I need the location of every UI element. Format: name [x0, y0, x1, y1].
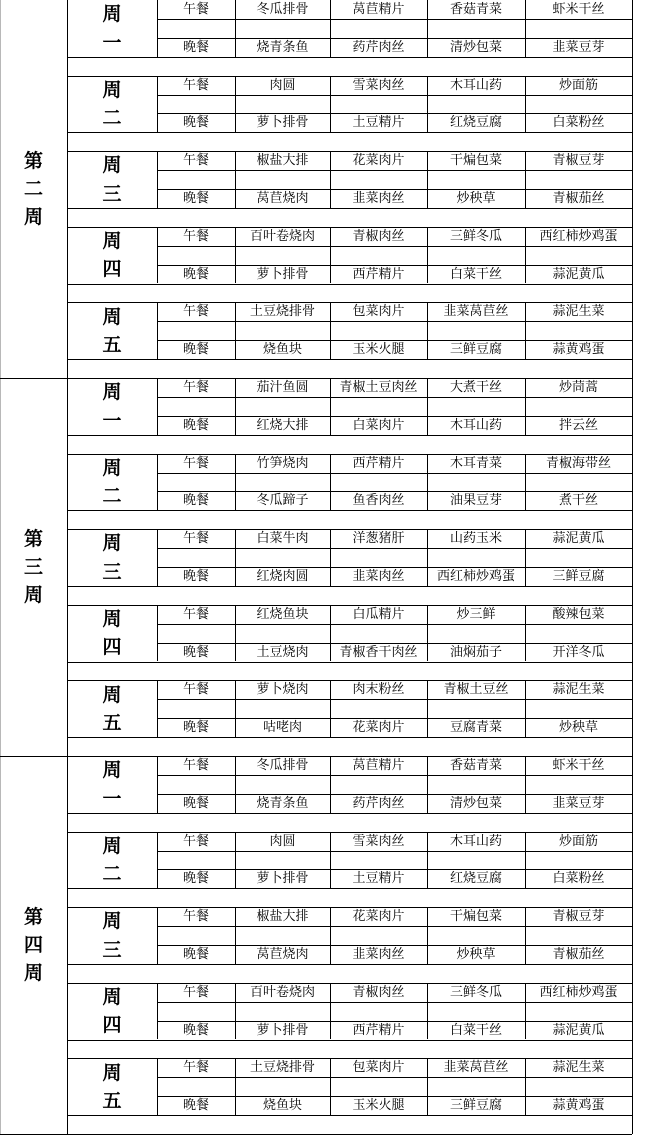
day-label-char: 五: [102, 711, 122, 734]
row-line: [67, 662, 632, 663]
row-line: [157, 699, 632, 700]
meal-label-lunch: 午餐: [182, 757, 209, 773]
meal-label-lunch: 午餐: [182, 984, 209, 1000]
week-label-char: 四: [23, 934, 43, 956]
dish-cell: 西芹精片: [352, 266, 405, 282]
dish-cell: 青椒豆芽: [552, 909, 605, 925]
row-line: [67, 813, 632, 814]
meal-label-lunch: 午餐: [182, 304, 209, 320]
dish-cell: 花菜肉片: [352, 720, 405, 736]
dish-cell: 韭菜肉丝: [352, 568, 405, 584]
dish-cell: 三鲜豆腐: [552, 568, 605, 584]
dish-cell: 莴苣精片: [352, 757, 405, 773]
dish-cell: 白菜粉丝: [552, 115, 605, 131]
week-label-char: 周: [23, 584, 43, 606]
day-label-char: 三: [102, 938, 122, 961]
week-label-char: 第: [23, 528, 43, 550]
row-line: [157, 95, 632, 96]
row-line: [67, 964, 632, 965]
meal-label-dinner: 晚餐: [182, 190, 209, 206]
dish-cell: 油焖茄子: [449, 644, 502, 660]
dish-cell: 韭菜莴苣丝: [443, 1060, 509, 1076]
day-label-char: 周: [102, 78, 122, 101]
dish-cell: 包菜肉片: [352, 1060, 405, 1076]
dish-cell: 红烧肉圆: [256, 568, 309, 584]
dish-cell: 韭菜豆芽: [552, 795, 605, 811]
row-line: [157, 1077, 632, 1078]
dish-cell: 肉末粉丝: [352, 682, 405, 698]
row-line: [157, 473, 632, 474]
dish-cell: 炒秧草: [558, 720, 598, 736]
dish-cell: 油果豆芽: [449, 493, 502, 509]
week-label-char: 二: [23, 178, 43, 200]
dish-cell: 莴苣烧肉: [256, 946, 309, 962]
dish-cell: 青椒豆芽: [552, 153, 605, 169]
meal-label-lunch: 午餐: [182, 606, 209, 622]
grid-vline: [632, 0, 633, 1134]
dish-cell: 香菇青菜: [449, 757, 502, 773]
dish-cell: 青椒土豆丝: [443, 682, 509, 698]
dish-cell: 竹笋烧肉: [256, 455, 309, 471]
day-label-char: 五: [102, 1089, 122, 1112]
dish-cell: 椒盐大排: [256, 909, 309, 925]
dish-cell: 西红柿炒鸡蛋: [539, 984, 618, 1000]
dish-cell: 白瓜精片: [352, 606, 405, 622]
dish-cell: 白菜干丝: [449, 1022, 502, 1038]
meal-label-lunch: 午餐: [182, 682, 209, 698]
meal-label-lunch: 午餐: [182, 1, 209, 17]
day-label-char: 周: [102, 1061, 122, 1084]
meal-label-dinner: 晚餐: [182, 493, 209, 509]
dish-cell: 药芹肉丝: [352, 39, 405, 55]
dish-cell: 韭菜肉丝: [352, 190, 405, 206]
row-line: [157, 775, 632, 776]
day-label: [67, 378, 157, 435]
row-line: [67, 208, 632, 209]
dish-cell: 木耳青菜: [449, 455, 502, 471]
dish-cell: 蒜泥生菜: [552, 304, 605, 320]
day-label: [67, 529, 157, 586]
week-label-char: 三: [23, 556, 43, 578]
dish-cell: 蒜黄鸡蛋: [552, 342, 605, 358]
dish-cell: 木耳山药: [449, 417, 502, 433]
row-line: [67, 359, 632, 360]
meal-label-dinner: 晚餐: [182, 1098, 209, 1114]
meal-label-dinner: 晚餐: [182, 115, 209, 131]
row-line: [67, 435, 632, 436]
dish-cell: 花菜肉片: [352, 909, 405, 925]
dish-cell: 炒面筋: [558, 77, 598, 93]
row-line: [157, 19, 632, 20]
dish-cell: 烧青条鱼: [256, 795, 309, 811]
row-line: [67, 1115, 632, 1116]
dish-cell: 冬瓜排骨: [256, 757, 309, 773]
dish-cell: 三鲜豆腐: [449, 1098, 502, 1114]
day-label-char: 周: [102, 910, 122, 933]
dish-cell: 香菇青菜: [449, 1, 502, 17]
dish-cell: 红烧豆腐: [449, 871, 502, 887]
week-label: [0, 756, 67, 1134]
day-label-char: 周: [102, 154, 122, 177]
dish-cell: 白菜粉丝: [552, 871, 605, 887]
dish-cell: 蒜泥生菜: [552, 682, 605, 698]
day-label: [67, 983, 157, 1040]
day-label: [67, 151, 157, 208]
dish-cell: 清炒包菜: [449, 39, 502, 55]
day-label: [67, 76, 157, 133]
dish-cell: 红烧豆腐: [449, 115, 502, 131]
dish-cell: 豆腐青菜: [449, 720, 502, 736]
dish-cell: 莴苣精片: [352, 1, 405, 17]
day-label-char: 一: [102, 31, 122, 54]
meal-label-dinner: 晚餐: [182, 417, 209, 433]
dish-cell: 椒盐大排: [256, 153, 309, 169]
meal-label-lunch: 午餐: [182, 153, 209, 169]
meal-label-dinner: 晚餐: [182, 795, 209, 811]
dish-cell: 干煸包菜: [449, 909, 502, 925]
day-label: [67, 756, 157, 813]
meal-label-dinner: 晚餐: [182, 1022, 209, 1038]
week-label-char: 周: [23, 962, 43, 984]
row-line: [157, 851, 632, 852]
day-label-char: 周: [102, 834, 122, 857]
row-line: [157, 926, 632, 927]
day-label-char: 周: [102, 305, 122, 328]
dish-cell: 雪菜肉丝: [352, 77, 405, 93]
dish-cell: 白菜干丝: [449, 266, 502, 282]
meal-label-dinner: 晚餐: [182, 946, 209, 962]
dish-cell: 西芹精片: [352, 455, 405, 471]
week-label-char: 周: [23, 206, 43, 228]
day-label-char: 四: [102, 1014, 122, 1037]
day-label-char: 二: [102, 863, 122, 886]
dish-cell: 青椒土豆肉丝: [339, 379, 418, 395]
dish-cell: 煮干丝: [558, 493, 598, 509]
dish-cell: 萝卜排骨: [256, 266, 309, 282]
dish-cell: 三鲜冬瓜: [449, 228, 502, 244]
dish-cell: 白菜肉片: [352, 417, 405, 433]
dish-cell: 土豆烧肉: [256, 644, 309, 660]
dish-cell: 青椒茄丝: [552, 946, 605, 962]
dish-cell: 莴苣烧肉: [256, 190, 309, 206]
dish-cell: 烧鱼块: [262, 1098, 302, 1114]
dish-cell: 玉米火腿: [352, 1098, 405, 1114]
dish-cell: 炒秧草: [456, 190, 496, 206]
dish-cell: 肉圆: [269, 833, 296, 849]
dish-cell: 冬瓜蹄子: [256, 493, 309, 509]
day-label: [67, 0, 157, 57]
day-label-char: 周: [102, 3, 122, 26]
row-line: [157, 548, 632, 549]
dish-cell: 韭菜肉丝: [352, 946, 405, 962]
day-label-char: 周: [102, 607, 122, 630]
dish-cell: 青椒茄丝: [552, 190, 605, 206]
dish-cell: 冬瓜排骨: [256, 1, 309, 17]
row-line: [67, 888, 632, 889]
dish-cell: 西芹精片: [352, 1022, 405, 1038]
meal-label-lunch: 午餐: [182, 379, 209, 395]
row-line: [67, 132, 632, 133]
dish-cell: 药芹肉丝: [352, 795, 405, 811]
meal-label-dinner: 晚餐: [182, 871, 209, 887]
dish-cell: 木耳山药: [449, 77, 502, 93]
day-label-char: 一: [102, 409, 122, 432]
day-label: [67, 907, 157, 964]
dish-cell: 咕咾肉: [262, 720, 302, 736]
dish-cell: 土豆烧排骨: [249, 304, 315, 320]
day-label-char: 周: [102, 381, 122, 404]
day-label-char: 二: [102, 107, 122, 130]
day-label-char: 周: [102, 683, 122, 706]
day-label-char: 周: [102, 532, 122, 555]
row-line: [67, 1040, 632, 1041]
day-label-char: 二: [102, 485, 122, 508]
meal-label-lunch: 午餐: [182, 531, 209, 547]
dish-cell: 烧鱼块: [262, 342, 302, 358]
day-label: [67, 605, 157, 662]
dish-cell: 红烧大排: [256, 417, 309, 433]
dish-cell: 青椒肉丝: [352, 984, 405, 1000]
dish-cell: 山药玉米: [449, 531, 502, 547]
dish-cell: 萝卜排骨: [256, 871, 309, 887]
dish-cell: 三鲜冬瓜: [449, 984, 502, 1000]
dish-cell: 蒜泥黄瓜: [552, 1022, 605, 1038]
dish-cell: 三鲜豆腐: [449, 342, 502, 358]
dish-cell: 西红柿炒鸡蛋: [436, 568, 515, 584]
dish-cell: 干煸包菜: [449, 153, 502, 169]
meal-label-lunch: 午餐: [182, 1060, 209, 1076]
dish-cell: 洋葱猪肝: [352, 531, 405, 547]
dish-cell: 炒茼蒿: [558, 379, 598, 395]
dish-cell: 花菜肉片: [352, 153, 405, 169]
meal-label-dinner: 晚餐: [182, 644, 209, 660]
meal-label-dinner: 晚餐: [182, 266, 209, 282]
row-line: [67, 586, 632, 587]
row-line: [67, 57, 632, 58]
dish-cell: 青椒海带丝: [545, 455, 611, 471]
dish-cell: 大煮干丝: [449, 379, 502, 395]
dish-cell: 百叶卷烧肉: [249, 228, 315, 244]
dish-cell: 肉圆: [269, 77, 296, 93]
dish-cell: 清炒包菜: [449, 795, 502, 811]
row-line: [157, 1002, 632, 1003]
week-label-char: 第: [23, 906, 43, 928]
day-label: [67, 680, 157, 737]
dish-cell: 鱼香肉丝: [352, 493, 405, 509]
row-line: [157, 624, 632, 625]
dish-cell: 韭菜莴苣丝: [443, 304, 509, 320]
dish-cell: 酸辣包菜: [552, 606, 605, 622]
dish-cell: 萝卜排骨: [256, 1022, 309, 1038]
row-line: [157, 321, 632, 322]
day-label-char: 周: [102, 456, 122, 479]
day-label-char: 五: [102, 333, 122, 356]
dish-cell: 蒜泥生菜: [552, 1060, 605, 1076]
dish-cell: 木耳山药: [449, 833, 502, 849]
dish-cell: 土豆烧排骨: [249, 1060, 315, 1076]
week-label: [0, 378, 67, 756]
dish-cell: 炒秧草: [456, 946, 496, 962]
row-line: [67, 510, 632, 511]
day-label: [67, 1058, 157, 1115]
dish-cell: 炒三鲜: [456, 606, 496, 622]
dish-cell: 开洋冬瓜: [552, 644, 605, 660]
row-line: [157, 170, 632, 171]
row-line: [157, 397, 632, 398]
dish-cell: 包菜肉片: [352, 304, 405, 320]
dish-cell: 拌云丝: [558, 417, 598, 433]
dish-cell: 雪菜肉丝: [352, 833, 405, 849]
week-label: [0, 0, 67, 378]
meal-label-dinner: 晚餐: [182, 720, 209, 736]
day-label: [67, 832, 157, 889]
dish-cell: 白菜牛肉: [256, 531, 309, 547]
day-label-char: 周: [102, 985, 122, 1008]
dish-cell: 萝卜排骨: [256, 115, 309, 131]
day-label-char: 周: [102, 229, 122, 252]
dish-cell: 韭菜豆芽: [552, 39, 605, 55]
row-line: [67, 284, 632, 285]
meal-label-lunch: 午餐: [182, 909, 209, 925]
dish-cell: 虾米干丝: [552, 757, 605, 773]
dish-cell: 虾米干丝: [552, 1, 605, 17]
dish-cell: 土豆精片: [352, 115, 405, 131]
day-label-char: 四: [102, 636, 122, 659]
dish-cell: 烧青条鱼: [256, 39, 309, 55]
day-label-char: 一: [102, 787, 122, 810]
row-line: [67, 737, 632, 738]
dish-cell: 土豆精片: [352, 871, 405, 887]
dish-cell: 萝卜烧肉: [256, 682, 309, 698]
dish-cell: 红烧鱼块: [256, 606, 309, 622]
day-label: [67, 227, 157, 284]
dish-cell: 茄汁鱼圆: [256, 379, 309, 395]
dish-cell: 百叶卷烧肉: [249, 984, 315, 1000]
day-label-char: 三: [102, 560, 122, 583]
day-label: [67, 302, 157, 359]
day-label-char: 四: [102, 258, 122, 281]
meal-label-dinner: 晚餐: [182, 39, 209, 55]
meal-label-lunch: 午餐: [182, 833, 209, 849]
day-label-char: 周: [102, 759, 122, 782]
meal-label-dinner: 晚餐: [182, 342, 209, 358]
day-label: [67, 454, 157, 511]
week-label-char: 第: [23, 150, 43, 172]
meal-label-lunch: 午餐: [182, 77, 209, 93]
meal-label-dinner: 晚餐: [182, 568, 209, 584]
dish-cell: 蒜黄鸡蛋: [552, 1098, 605, 1114]
meal-label-lunch: 午餐: [182, 228, 209, 244]
dish-cell: 玉米火腿: [352, 342, 405, 358]
meal-label-lunch: 午餐: [182, 455, 209, 471]
row-line: [157, 246, 632, 247]
dish-cell: 蒜泥黄瓜: [552, 531, 605, 547]
dish-cell: 蒜泥黄瓜: [552, 266, 605, 282]
dish-cell: 西红柿炒鸡蛋: [539, 228, 618, 244]
day-label-char: 三: [102, 182, 122, 205]
dish-cell: 炒面筋: [558, 833, 598, 849]
dish-cell: 青椒肉丝: [352, 228, 405, 244]
dish-cell: 青椒香干肉丝: [339, 644, 418, 660]
